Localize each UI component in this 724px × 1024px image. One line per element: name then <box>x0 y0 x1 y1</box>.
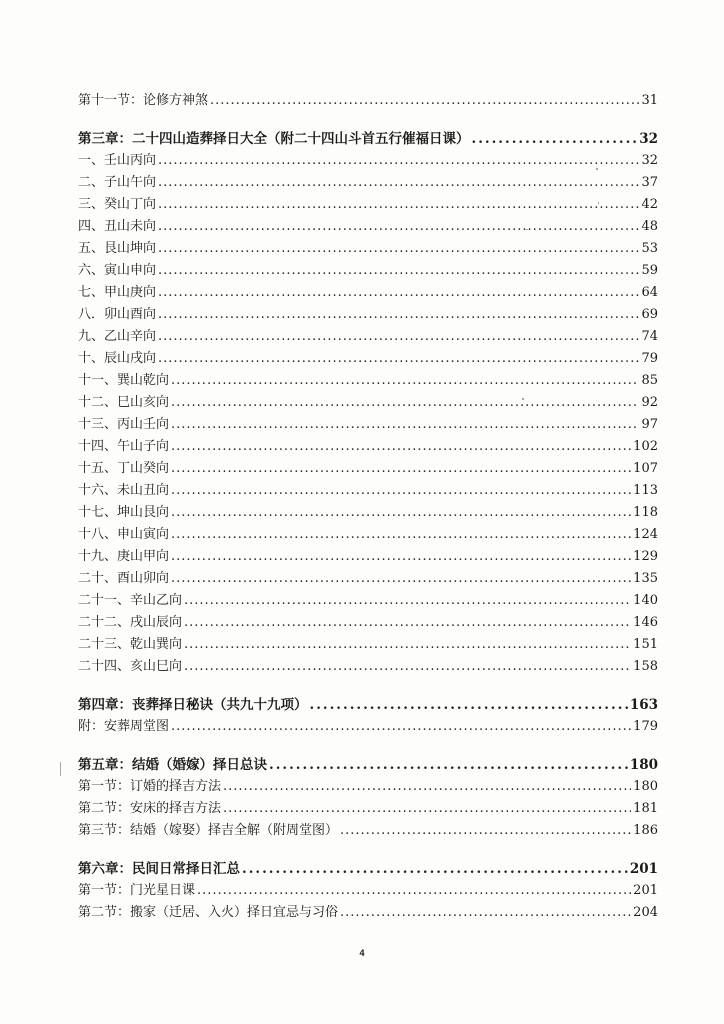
toc-entry[interactable] <box>78 546 658 568</box>
toc-entry[interactable] <box>78 880 658 902</box>
dot-leader <box>197 880 631 902</box>
toc-entry-page: 59 <box>641 263 658 278</box>
toc-entry-page: 37 <box>641 175 658 190</box>
toc-entry-page: 85 <box>641 373 658 388</box>
toc-entry[interactable] <box>78 612 658 634</box>
toc-entry[interactable] <box>78 716 658 738</box>
dot-leader <box>158 304 639 326</box>
scan-speck <box>526 229 528 230</box>
toc-entry-page: 151 <box>633 637 658 652</box>
toc-entry-label: 附：安葬周堂图 <box>78 719 170 734</box>
dot-leader <box>184 590 631 612</box>
toc-entry[interactable] <box>78 260 658 282</box>
dot-leader <box>171 502 631 524</box>
toc-entry-page: 118 <box>633 505 658 520</box>
toc-entry-page: 201 <box>633 883 658 898</box>
toc-entry-label: 第十一节：论修方神煞 <box>78 93 209 108</box>
toc-entry[interactable] <box>78 326 658 348</box>
toc-entry-label: 二十四、亥山巳向 <box>78 659 183 674</box>
toc-entry[interactable] <box>78 370 658 392</box>
toc-entry-page: 79 <box>641 351 658 366</box>
toc-entry[interactable] <box>78 194 658 216</box>
toc-entry-page: 48 <box>641 219 658 234</box>
toc-entry-page: 180 <box>633 779 658 794</box>
toc-entry-label: 第二节：搬家（迁居、入火）择日宜忌与习俗 <box>78 905 339 920</box>
dot-leader <box>171 546 631 568</box>
toc-entry[interactable] <box>78 392 658 414</box>
dot-leader <box>184 656 631 678</box>
dot-leader <box>171 568 631 590</box>
toc-entry-page: 31 <box>641 93 658 108</box>
toc-entry-label: 二十三、乾山巽向 <box>78 637 183 652</box>
toc-entry-label: 二十二、戌山辰向 <box>78 615 183 630</box>
toc-entry[interactable] <box>78 150 658 172</box>
toc-entry-page: 124 <box>633 527 658 542</box>
dot-leader <box>158 282 639 304</box>
toc-entry[interactable] <box>78 776 658 798</box>
toc-entry-page: 129 <box>633 549 658 564</box>
dot-leader <box>340 820 631 842</box>
chapter-page: 201 <box>629 861 658 877</box>
toc-chapter-3[interactable] <box>78 128 658 150</box>
toc-entry-page: 107 <box>633 461 658 476</box>
dot-leader <box>269 754 628 776</box>
toc-entry-label: 第一节：门光星日课 <box>78 883 196 898</box>
toc-entry-page: 135 <box>633 571 658 586</box>
toc-entry-label: 七、甲山庚向 <box>78 285 157 300</box>
toc-entry[interactable] <box>78 172 658 194</box>
toc-entry-page: 179 <box>633 719 658 734</box>
chapter-title: 第五章：结婚（婚嫁）择日总诀 <box>78 757 267 773</box>
toc-entry-label: 十一、巽山乾向 <box>78 373 170 388</box>
toc-entry-page: 69 <box>641 307 658 322</box>
toc-entry-page: 140 <box>633 593 658 608</box>
toc-entry[interactable] <box>78 634 658 656</box>
dot-leader <box>158 194 639 216</box>
toc-entry-page: 204 <box>633 905 658 920</box>
toc-entry-label: 十八、申山寅向 <box>78 527 170 542</box>
toc-entry-page: 53 <box>641 241 658 256</box>
toc-entry[interactable] <box>78 436 658 458</box>
dot-leader <box>223 776 631 798</box>
toc-entry[interactable] <box>78 524 658 546</box>
toc-entry-label: 十六、未山丑向 <box>78 483 170 498</box>
toc-entry[interactable] <box>78 568 658 590</box>
toc-entry-label: 九、乙山辛向 <box>78 329 157 344</box>
dot-leader <box>158 326 639 348</box>
toc-entry-section-11[interactable] <box>78 90 658 112</box>
dot-leader <box>158 260 639 282</box>
toc-entry[interactable] <box>78 238 658 260</box>
dot-leader <box>171 392 639 414</box>
scan-speck <box>60 762 61 776</box>
dot-leader <box>184 612 631 634</box>
dot-leader <box>171 458 631 480</box>
scan-speck <box>522 398 524 400</box>
scan-speck <box>598 202 599 204</box>
chapter-page: 180 <box>629 757 658 773</box>
toc-entry-page: 42 <box>641 197 658 212</box>
toc-entry[interactable] <box>78 820 658 842</box>
toc-entry[interactable] <box>78 414 658 436</box>
toc-entry-label: 八．卯山酉向 <box>78 307 157 322</box>
table-of-contents <box>78 90 658 924</box>
dot-leader <box>158 238 639 260</box>
toc-entry-label: 第一节：订婚的择吉方法 <box>78 779 222 794</box>
page-number: 4 <box>359 948 365 958</box>
toc-entry[interactable] <box>78 458 658 480</box>
toc-entry[interactable] <box>78 480 658 502</box>
toc-chapter-4[interactable] <box>78 694 658 716</box>
toc-entry-label: 第二节：安床的择吉方法 <box>78 801 222 816</box>
toc-entry-label: 十三、丙山壬向 <box>78 417 170 432</box>
toc-entry-page: 102 <box>633 439 658 454</box>
toc-entry[interactable] <box>78 590 658 612</box>
toc-entry-label: 十、辰山戌向 <box>78 351 157 366</box>
dot-leader <box>242 858 628 880</box>
toc-entry-page: 32 <box>641 153 658 168</box>
chapter-title: 第四章：丧葬择日秘诀（共九十九项） <box>78 697 308 713</box>
dot-leader <box>184 634 631 656</box>
toc-entry-label: 六、寅山申向 <box>78 263 157 278</box>
scan-speck <box>596 168 598 170</box>
toc-entry-label: 三、癸山丁向 <box>78 197 157 212</box>
toc-entry-page: 64 <box>641 285 658 300</box>
toc-entry[interactable] <box>78 216 658 238</box>
toc-entry-label: 二十一、辛山乙向 <box>78 593 183 608</box>
chapter-page: 163 <box>629 697 658 713</box>
chapter-title: 第三章：二十四山造葬择日大全（附二十四山斗首五行催福日课） <box>78 131 470 147</box>
chapter-page: 32 <box>639 131 658 147</box>
toc-entry-page: 181 <box>633 801 658 816</box>
dot-leader <box>340 902 631 924</box>
dot-leader <box>210 90 639 112</box>
toc-entry-label: 十二、巳山亥向 <box>78 395 170 410</box>
dot-leader <box>158 172 639 194</box>
toc-entry[interactable] <box>78 282 658 304</box>
dot-leader <box>223 798 631 820</box>
dot-leader <box>158 216 639 238</box>
dot-leader <box>158 348 639 370</box>
toc-entry-label: 五、艮山坤向 <box>78 241 157 256</box>
toc-entry[interactable] <box>78 348 658 370</box>
toc-entry-label: 二十、酉山卯向 <box>78 571 170 586</box>
dot-leader <box>171 716 631 738</box>
toc-chapter-6[interactable] <box>78 858 658 880</box>
toc-entry-page: 158 <box>633 659 658 674</box>
dot-leader <box>171 370 639 392</box>
dot-leader <box>310 694 628 716</box>
toc-entry-page: 97 <box>641 417 658 432</box>
toc-entry[interactable] <box>78 798 658 820</box>
toc-entry-label: 十四、午山子向 <box>78 439 170 454</box>
dot-leader <box>171 480 631 502</box>
toc-entry-label: 十九、庚山甲向 <box>78 549 170 564</box>
toc-entry-page: 74 <box>641 329 658 344</box>
toc-entry-label: 二、子山午向 <box>78 175 157 190</box>
toc-entry-label: 第三节：结婚（嫁娶）择吉全解（附周堂图） <box>78 823 339 838</box>
dot-leader <box>171 414 639 436</box>
toc-entry-label: 一、壬山丙向 <box>78 153 157 168</box>
dot-leader <box>171 524 631 546</box>
dot-leader <box>171 436 631 458</box>
toc-entry-page: 186 <box>633 823 658 838</box>
toc-entry-page: 113 <box>633 483 658 498</box>
toc-entry[interactable] <box>78 502 658 524</box>
toc-entry-label: 十七、坤山艮向 <box>78 505 170 520</box>
toc-entry[interactable] <box>78 656 658 678</box>
toc-entry-page: 92 <box>641 395 658 410</box>
toc-entry[interactable] <box>78 304 658 326</box>
toc-entry-label: 四、丑山未向 <box>78 219 157 234</box>
dot-leader <box>472 128 638 150</box>
chapter-title: 第六章：民间日常择日汇总 <box>78 861 240 877</box>
toc-entry-page: 146 <box>633 615 658 630</box>
dot-leader <box>158 150 639 172</box>
toc-chapter-5[interactable] <box>78 754 658 776</box>
toc-entry-label: 十五、丁山癸向 <box>78 461 170 476</box>
toc-entry[interactable] <box>78 902 658 924</box>
